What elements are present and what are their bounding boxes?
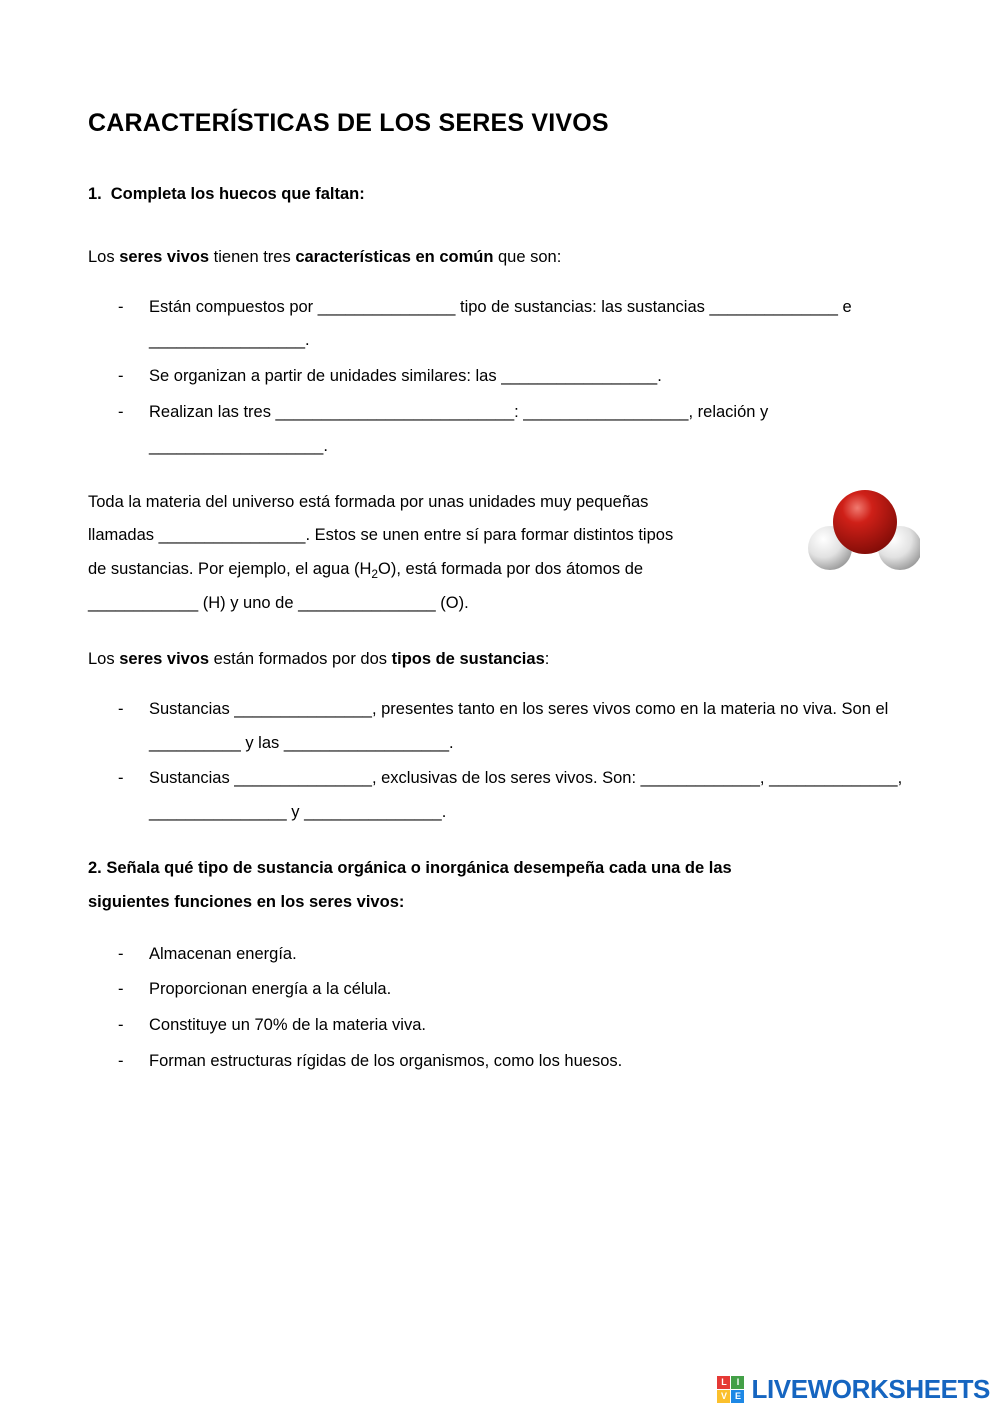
substance-types-intro bbox=[88, 643, 912, 677]
water-molecule-image bbox=[808, 488, 920, 580]
water-text-b: O), está formada por dos átomos de bbox=[378, 560, 644, 579]
types-bold-2: tipos de sustancias bbox=[391, 649, 545, 668]
list-dash: - bbox=[118, 1016, 124, 1035]
intro-text-3: que son: bbox=[493, 247, 562, 266]
exercise-1-list bbox=[88, 291, 912, 464]
list-item bbox=[88, 396, 912, 464]
list-item-text: Están compuestos por _______________ tipo de sustancias: las sustancias ______________ e _________________. bbox=[149, 297, 852, 350]
list-item bbox=[88, 938, 912, 972]
liveworksheets-footer[interactable] bbox=[717, 1374, 990, 1405]
water-molecule-icon bbox=[808, 488, 920, 580]
list-item-text: Realizan las tres __________________________: __________________, relación y ___________________. bbox=[149, 403, 769, 455]
list-dash: - bbox=[118, 297, 124, 316]
list-item-text: Sustancias _______________, exclusivas de los seres vivos. Son: _____________, ______________, _______________ y _______________. bbox=[149, 769, 903, 822]
water-text-a: de sustancias. Por ejemplo, el agua (H bbox=[88, 560, 372, 579]
liveworksheets-logo-icon bbox=[717, 1376, 744, 1403]
worksheet-content bbox=[88, 108, 912, 1101]
list-dash: - bbox=[118, 944, 124, 963]
matter-paragraph-line-2: llamadas ________________. Estos se unen entre sí para formar distintos tipos bbox=[88, 526, 674, 545]
types-text-1: Los bbox=[88, 649, 120, 668]
exercise-2-heading bbox=[88, 852, 912, 920]
list-dash: - bbox=[118, 699, 124, 718]
list-dash: - bbox=[118, 1052, 124, 1070]
list-item-text: Sustancias _______________, presentes tanto en los seres vivos como en la materia no viva. Son el __________ y las __________________. bbox=[149, 699, 889, 752]
logo-letter-l: L bbox=[717, 1376, 730, 1389]
list-item-text: Almacenan energía. bbox=[149, 944, 297, 963]
exercise-2-heading-line-1: 2. Señala qué tipo de sustancia orgánica o inorgánica desempeña cada una de las bbox=[88, 858, 732, 877]
list-item-text: Se organizan a partir de unidades similares: las _________________. bbox=[149, 367, 662, 386]
logo-letter-i: I bbox=[731, 1376, 744, 1389]
list-item bbox=[88, 973, 912, 1007]
liveworksheets-brand: LIVEWORKSHEETS bbox=[751, 1374, 990, 1404]
exercise-1-instruction: Completa los huecos que faltan: bbox=[110, 185, 365, 203]
matter-paragraph-line-4: ____________ (H) y uno de _______________ (O). bbox=[88, 594, 469, 613]
list-dash: - bbox=[118, 769, 124, 788]
exercise-1-number: 1. bbox=[88, 185, 102, 203]
logo-letter-e: E bbox=[731, 1390, 744, 1403]
list-dash: - bbox=[118, 403, 124, 421]
intro-text-1: Los bbox=[88, 247, 120, 266]
matter-paragraph-block bbox=[88, 486, 912, 621]
intro-text-2: tienen tres bbox=[209, 247, 296, 266]
matter-paragraph-line-1: Toda la materia del universo está formada por unas unidades muy pequeñas bbox=[88, 492, 649, 511]
exercise-2-list bbox=[88, 938, 912, 1079]
exercise-1-heading bbox=[88, 182, 912, 207]
intro-bold-2: características en común bbox=[295, 247, 494, 266]
substance-types-list bbox=[88, 693, 912, 830]
list-item bbox=[88, 291, 912, 359]
list-item bbox=[88, 762, 912, 830]
list-item bbox=[88, 360, 912, 394]
list-item-text: Constituye un 70% de la materia viva. bbox=[149, 1016, 426, 1035]
logo-letter-v: V bbox=[717, 1390, 730, 1403]
types-text-2: están formados por dos bbox=[209, 649, 392, 668]
list-item-text: Proporcionan energía a la célula. bbox=[149, 980, 392, 999]
exercise-2-heading-line-2: siguientes funciones en los seres vivos: bbox=[88, 892, 405, 911]
list-dash: - bbox=[118, 980, 124, 999]
list-item bbox=[88, 1009, 912, 1043]
water-subscript: 2 bbox=[371, 567, 379, 582]
list-dash: - bbox=[118, 367, 124, 386]
types-text-3: : bbox=[544, 649, 550, 668]
list-item-text: Forman estructuras rígidas de los organismos, como los huesos. bbox=[149, 1052, 623, 1070]
page-title: CARACTERÍSTICAS DE LOS SERES VIVOS bbox=[88, 109, 609, 137]
exercise-1-intro bbox=[88, 241, 912, 275]
intro-bold-1: seres vivos bbox=[119, 247, 210, 266]
list-item bbox=[88, 1045, 912, 1079]
types-bold-1: seres vivos bbox=[119, 649, 210, 668]
list-item bbox=[88, 693, 912, 761]
matter-paragraph-line-3 bbox=[88, 553, 912, 587]
